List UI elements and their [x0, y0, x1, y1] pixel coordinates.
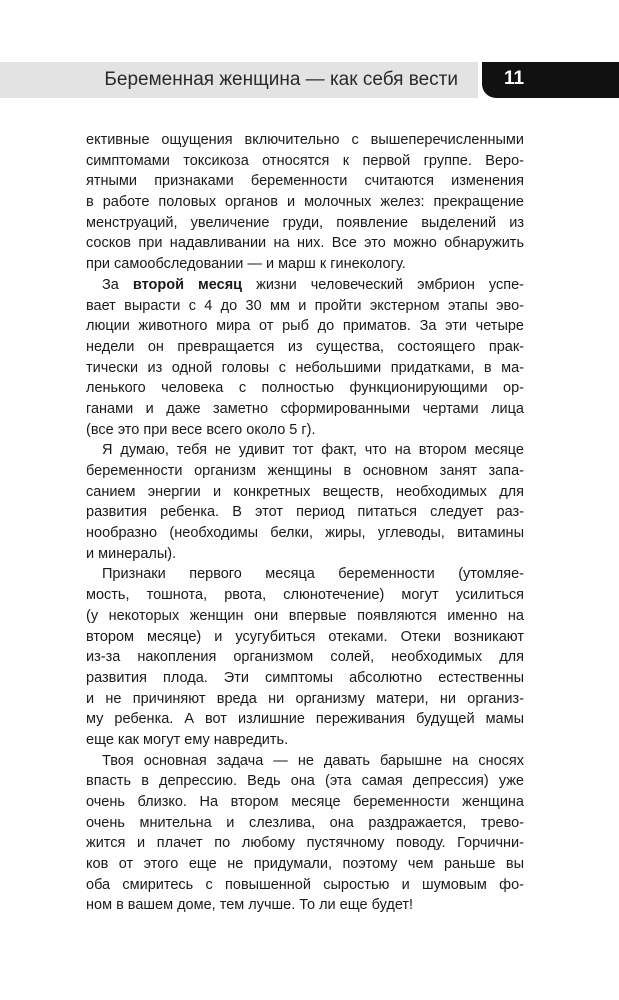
text-line: нообразно (необходимы белки, жиры, углеводы, витамины — [86, 525, 524, 542]
text-run: жизни человеческий эмбрион успе- — [242, 276, 524, 293]
paragraph — [86, 564, 524, 750]
paragraph — [86, 751, 524, 917]
page-number: 11 — [504, 68, 525, 89]
text-line: (все это при весе всего около 5 г). — [86, 421, 316, 438]
text-line: сосков при надавливании на них. Все это можно обнаружить — [86, 235, 524, 252]
text-line: (у некоторых женщин они впервые появляются именно на — [86, 607, 524, 624]
text-line: развития ребенка. В этот период питаться следует раз- — [86, 504, 524, 521]
paragraph — [86, 440, 524, 564]
text-line — [86, 275, 524, 296]
text-line: очень мнительна и слезлива, она раздражается, трево- — [86, 814, 524, 831]
text-line: ятными признаками беременности считаются изменения — [86, 173, 524, 190]
text-line: му ребенка. А вот излишние переживания будущей мамы — [86, 711, 524, 728]
bold-term: второй месяц — [132, 276, 243, 293]
text-line: оба смиритесь с повышенной сыростью и шумовым фо- — [86, 876, 524, 893]
running-header — [0, 62, 478, 98]
text-line: Признаки первого месяца беременности (утомляе- — [102, 566, 524, 583]
text-line: впасть в депрессию. Ведь она (эта самая депрессия) уже — [86, 773, 524, 790]
text-line: ективные ощущения включительно с вышеперечисленными — [86, 132, 524, 148]
text-line: тически из одной головы с небольшими придатками, в ма- — [86, 359, 524, 376]
text-run: За — [102, 276, 133, 293]
running-title: Беременная женщина — как себя вести — [104, 69, 458, 90]
text-line: развития плода. Эти симптомы абсолютно естественны — [86, 669, 524, 686]
text-line: еще как могут ему навредить. — [86, 731, 289, 748]
text-line: симптомами токсикоза относятся к первой группе. Веро- — [86, 152, 524, 169]
text-line: ленького человека с полностью функционирующими ор- — [86, 380, 524, 397]
paragraph — [86, 275, 524, 441]
body-text — [86, 130, 524, 916]
text-line: ков от этого еще не придумали, поэтому чем раньше вы — [86, 856, 524, 873]
text-line: Твоя основная задача — не давать барышне на сносях — [102, 752, 524, 769]
text-line: в работе половых органов и молочных желез: прекращение — [86, 194, 524, 211]
text-line: и минералы). — [86, 545, 177, 562]
text-line: очень близко. На втором месяце беременности женщина — [86, 794, 524, 810]
text-line: из-за накопления организмом солей, необходимых для — [86, 649, 524, 666]
text-line: недели он превращается из существа, состоящего прак- — [86, 338, 524, 355]
paragraph — [86, 130, 524, 275]
text-line: Я думаю, тебя не удивит тот факт, что на втором месяце — [102, 442, 524, 459]
text-line: менструаций, увеличение груди, появление выделений из — [86, 214, 524, 231]
text-line: люции животного мира от рыб до приматов. За эти четыре — [86, 318, 524, 335]
text-line: ном в вашем доме, тем лучше. То ли еще будет! — [86, 897, 414, 914]
text-line: вает вырасти с 4 до 30 мм и пройти экстерном этапы эво- — [86, 297, 524, 314]
text-line: беременности организм женщины в основном занят запа- — [86, 463, 524, 479]
text-line: санием энергии и конкретных веществ, необходимых для — [86, 483, 524, 500]
text-line: втором месяце) и усугубиться отеками. Отеки возникают — [86, 628, 524, 645]
text-line: жится и плачет по любому пустячному поводу. Горчични- — [86, 835, 524, 852]
text-line: ганами и даже заметно сформированными чертами лица — [86, 400, 524, 417]
text-line: и не причиняют вреда ни организму матери, ни организ- — [86, 690, 524, 707]
page-number-tab — [482, 62, 619, 98]
text-line: при самообследовании — и марш к гинекологу. — [86, 256, 406, 273]
text-line: мость, тошнота, рвота, слюнотечение) могут усилиться — [86, 587, 524, 604]
